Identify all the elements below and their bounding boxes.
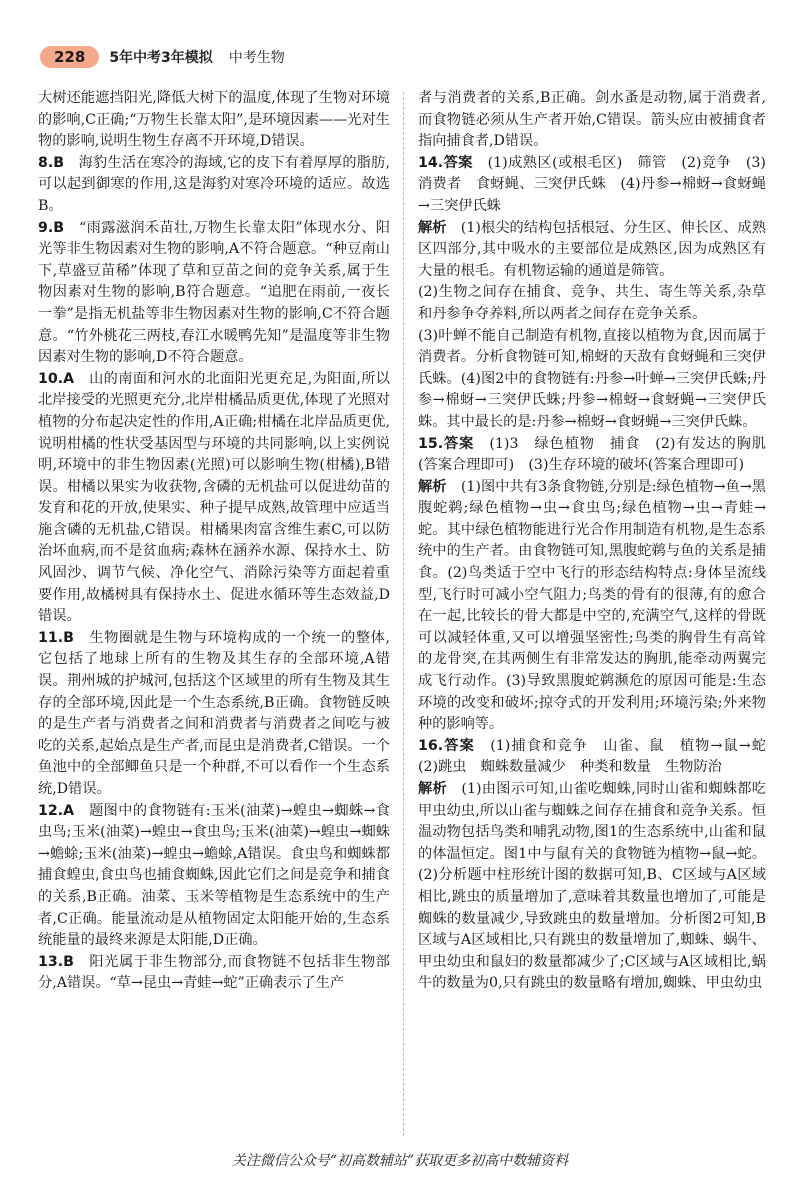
item-number: 13.B xyxy=(38,953,74,970)
column-divider xyxy=(403,92,404,1136)
continued-paragraph: 者与消费者的关系,B正确。剑水蚤是动物,属于消费者,而食物链必须从生产者开始,C错误。箭头应由被捕食者指向捕食者,D错误。 xyxy=(418,90,766,150)
continued-paragraph: 大树还能遮挡阳光,降低大树下的温度,体现了生物对环境的影响,C正确;“万物生长靠太阳”,是环境因素——光对生物的影响,说明生物生存离不开环境,D错误。 xyxy=(38,90,390,150)
item-number: 10.A xyxy=(38,370,75,387)
explanation-text: (1)根尖的结构包括根冠、分生区、伸长区、成熟区四部分,其中吸水的主要部位是成熟区,因为成熟区有大量的根毛。有机物运输的通道是筛管。 xyxy=(418,219,766,279)
answer-label: 答案 xyxy=(443,154,473,171)
page-number: 228 xyxy=(40,46,99,68)
item-text: 题图中的食物链有:玉米(油菜)→蝗虫→蜘蛛→食虫鸟;玉米(油菜)→蝗虫→食虫鸟;玉米(油菜)→蝗虫→蜘蛛→蟾蜍;玉米(油菜)→蝗虫→蟾蜍,A错误。食虫鸟和蜘蛛都捕食蝗虫,食虫鸟也捕食蜘蛛,因此它们之间是竞争和捕食的关系,B正确。油菜、玉米等植物是生态系统中的生产者,C正确。能量流动是从植物固定太阳能开始的,生态系统能量的最终来源是太阳能,D正确。 xyxy=(38,802,390,949)
item-number: 12.A xyxy=(38,802,75,819)
subject-title: 中考生物 xyxy=(228,50,285,66)
explanation-14-part2: (2)生物之间存在捕食、竞争、共生、寄生等关系,杂草和丹参争夺养料,所以两者之间存在竞争关系。 xyxy=(418,284,766,322)
answer-item-9 xyxy=(38,218,390,369)
item-number: 8.B xyxy=(38,154,65,171)
explanation-label: 解析 xyxy=(418,781,447,797)
explanation-14 xyxy=(418,218,766,283)
answer-item-15 xyxy=(418,434,766,477)
explanation-16 xyxy=(418,779,766,995)
page-header xyxy=(40,44,285,70)
answer-item-11 xyxy=(38,628,390,801)
item-number: 14. xyxy=(418,154,444,171)
explanation-text: (1)由图示可知,山雀吃蜘蛛,同时山雀和蜘蛛都吃甲虫幼虫,所以山雀与蜘蛛之间存在捕食和竞争关系。恒温动物包括鸟类和哺乳动物,图1的生态系统中,山雀和鼠的体温恒定。图1中与鼠有关的食物链为植物→鼠→蛇。(2)分析题中柱形统计图的数据可知,B、C区域与A区域相比,跳虫的质量增加了,意味着其数量也增加了,可能是蜘蛛的数量减少,导致跳虫的数量增加。分析图2可知,B区域与A区域相比,只有跳虫的数量增加了,蜘蛛、蜗牛、甲虫幼虫和鼠妇的数量都减少了;C区域与A区域相比,蜗牛的数量为0,只有跳虫的数量略有增加,蜘蛛、甲虫幼虫 xyxy=(418,781,766,992)
answer-label: 答案 xyxy=(443,435,475,452)
item-text: 海豹生活在寒冷的海域,它的皮下有着厚厚的脂肪,可以起到御寒的作用,这是海豹对寒冷环境的适应。故选B。 xyxy=(38,154,390,214)
answer-item-10 xyxy=(38,369,390,628)
item-number: 16. xyxy=(418,737,444,754)
item-text: “雨露滋润禾苗壮,万物生长靠太阳”体现水分、阳光等非生物因素对生物的影响,A不符合题意。“种豆南山下,草盛豆苗稀”体现了草和豆苗之间的竞争关系,属于生物因素对生物的影响,B符合题意。“追肥在雨前,一夜长一拳”是指无机盐等非生物因素对生物的影响,C不符合题意。“竹外桃花三两枝,春江水暖鸭先知”是温度等非生物因素对生物的影响,D不符合题意。 xyxy=(38,219,390,366)
answer-item-16 xyxy=(418,736,781,779)
answer-item-8 xyxy=(38,153,390,218)
item-text: 山的南面和河水的北面阳光更充足,为阳面,所以北岸接受的光照更充分,北岸柑橘品质更优,体现了光照对植物的分布起决定性的作用,A正确;柑橘在北岸品质更优,说明柑橘的性状受基因型与环境的共同影响,以上实例说明,环境中的非生物因素(光照)可以影响生物(柑橘),B错误。柑橘以果实为收获物,含磷的无机盐可以促进幼苗的发育和花的开放,使果实、种子提早成熟,故管理中应适当施含磷的无机盐,C错误。柑橘果肉富含维生素C,可以防治坏血病,而不是贫血病;森林在涵养水源、保持水土、防风固沙、调节气候、净化空气、消除污染等方面起着重要作用,故橘树具有保持水土、促进水循环等生态效益,D错误。 xyxy=(38,370,390,625)
item-text: 阳光属于非生物部分,而食物链不包括非生物部分,A错误。“草→昆虫→青蛙→蛇”正确表示了生产 xyxy=(38,953,390,992)
answer-text: (1)3 绿色植物 捕食 (2)有发达的胸肌(答案合理即可) (3)生存环境的破坏(答案合理即可) xyxy=(418,435,766,474)
explanation-label: 解析 xyxy=(418,219,447,236)
item-number: 9.B xyxy=(38,219,65,236)
item-text: 生物圈就是生物与环境构成的一个统一的整体,它包括了地球上所有的生物及其生存的全部环境,A错误。荆州城的护城河,包括这个区域里的所有生物及其生存的全部环境,因此是一个生态系统,B正确。食物链反映的是生产者与消费者之间和消费者与消费者之间吃与被吃的关系,起始点是生产者,而昆虫是消费者,C错误。一个鱼池中的全部鲫鱼只是一个种群,不可以看作一个生态系统,D错误。 xyxy=(38,629,390,797)
answer-text: (1)成熟区(或根毛区) 筛管 (2)竞争 (3)消费者 食蚜蝇、三突伊氏蛛 (4)丹参→棉蚜→食蚜蝇→三突伊氏蛛 xyxy=(418,154,766,214)
right-column xyxy=(418,88,781,995)
left-column xyxy=(38,88,390,995)
answer-item-13 xyxy=(38,952,390,995)
series-title: 5年中考3年模拟 xyxy=(109,50,213,66)
item-number: 15. xyxy=(418,435,444,452)
explanation-label: 解析 xyxy=(418,478,447,495)
footer-note: 关注微信公众号“初高数辅站”获取更多初高中数辅资料 xyxy=(231,1153,569,1169)
explanation-text: (1)图中共有3条食物链,分别是:绿色植物→鱼→黑腹蛇鹈;绿色植物→虫→食虫鸟;绿色植物→虫→青蛙→蛇。其中绿色植物能进行光合作用制造有机物,是生态系统中的生产者。由食物链可知,黑腹蛇鹈与鱼的关系是捕食。(2)鸟类适于空中飞行的形态结构特点:身体呈流线型,飞行时可减小空气阻力;鸟类的骨有的很薄,有的愈合在一起,比较长的骨大都是中空的,充满空气,这样的骨既可以减轻体重,又可以增强坚密性;鸟类的胸骨生有高耸的龙骨突,在其两侧生有非常发达的胸肌,能牵动两翼完成飞行动作。(3)导致黑腹蛇鹈濒危的原因可能是:生态环境的改变和破坏;掠夺式的开发利用;环境污染;外来物种的影响等。 xyxy=(418,478,766,733)
explanation-15 xyxy=(418,477,766,736)
explanation-14-part3: (3)叶蝉不能自己制造有机物,直接以植物为食,因而属于消费者。分析食物链可知,棉蚜的天敌有食蚜蝇和三突伊氏蛛。(4)图2中的食物链有:丹参→叶蝉→三突伊氏蛛;丹参→棉蚜→三突伊氏蛛;丹参→棉蚜→食蚜蝇→三突伊氏蛛。其中最长的是:丹参→棉蚜→食蚜蝇→三突伊氏蛛。 xyxy=(418,327,766,430)
answer-text: (1)捕食和竞争 山雀、鼠 植物→鼠→蛇 (2)跳虫 蜘蛛数量减少 种类和数量 生物防治 xyxy=(418,737,781,776)
answer-item-12 xyxy=(38,801,390,952)
answer-item-14 xyxy=(418,153,766,218)
item-number: 11.B xyxy=(38,629,74,646)
answer-label: 答案 xyxy=(443,737,475,754)
